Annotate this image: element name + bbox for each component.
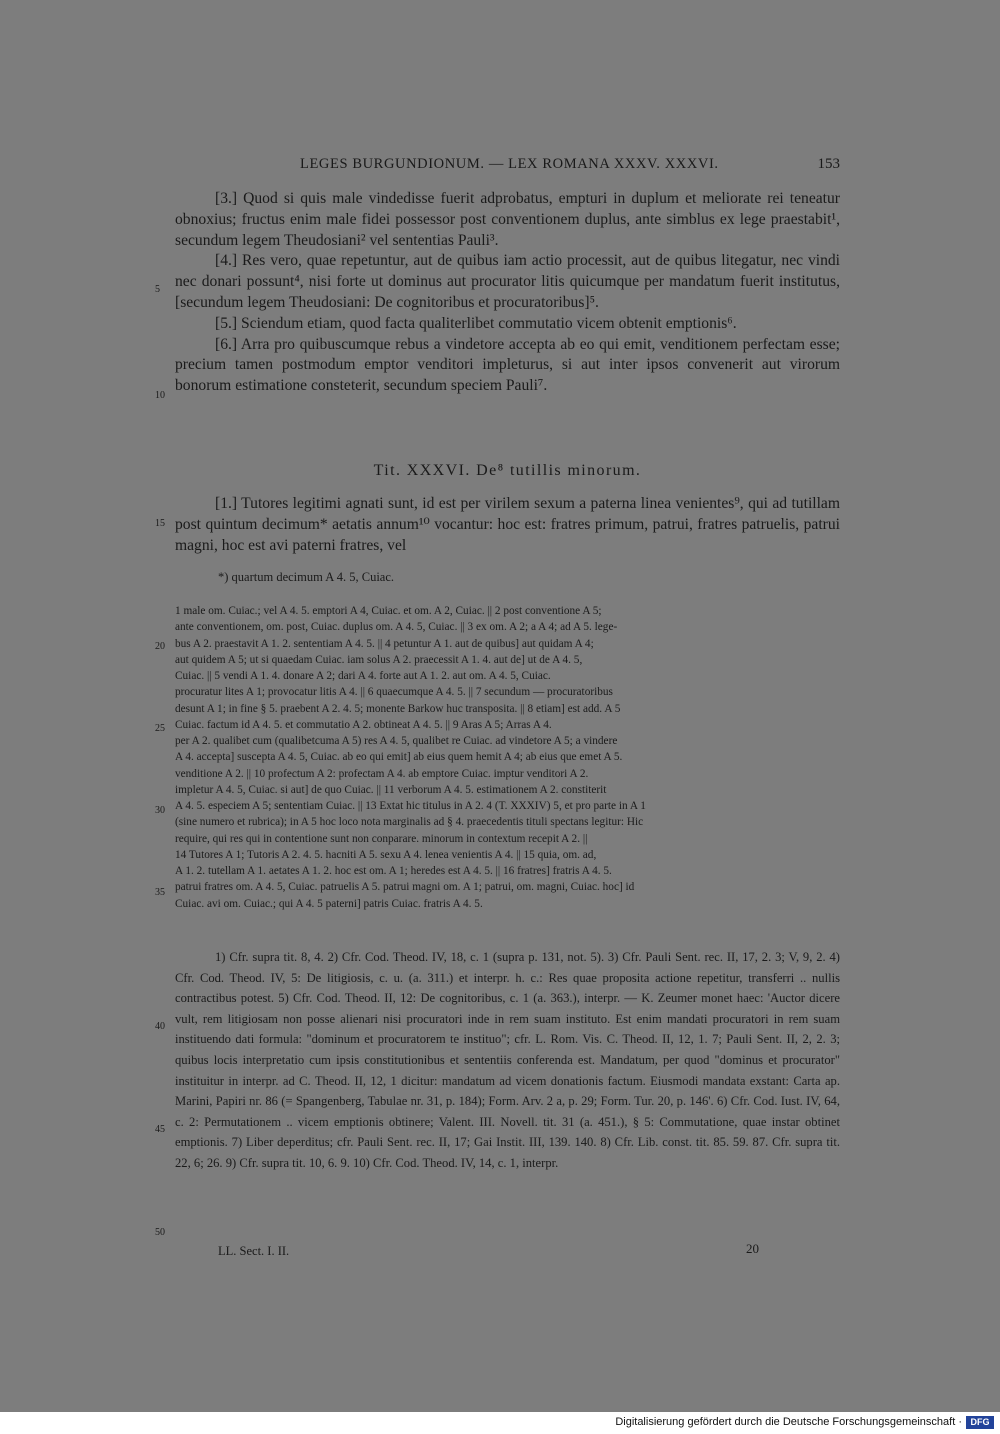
footnotes [175, 947, 840, 1174]
line-number: 40 [155, 1021, 165, 1032]
footnotes-text: 1) Cfr. supra tit. 8, 4. 2) Cfr. Cod. Theod. IV, 18, c. 1 (supra p. 131, not. 5). 3) Cfr. Pauli Sent. rec. II, 17, 2. 3; V, 9, 2. 4) Cfr. Cod. Theod. IV, 5: De litigiosis, c. u. (a. 311.) et interpr. h. c.: Res quae proposita actione repetitur, transferri .. nullis contractibus potest. 5) Cfr. Cod. Theod. II, 12: De cognitoribus, c. 1 (a. 363.), interpr. — K. Zeumer monet haec: 'Auctor dicere vult, rem litigiosam non posse alienari nisi procuratori inde in rem suam instituto. Est enim mandati procuratori in rem suam instituendo dati formula: "dominum et procuratorem te instituo"; cfr. L. Rom. Vis. C. Theod. II, 12, 1. 7; Pauli Sent. II, 2, 2. 3; quibus locis interpretatio cum ipsis constitutionibus et sententiis conferenda est. Mandatum, per quod "dominus et procurator" instituitur in interpr. ad C. Theod. II, 12, 1 dicitur: mandatum ad vicem donationis factum. Eiusmodi mandata exstant: Carta ap. Marini, Papiri nr. 86 (= Spangenberg, Tabulae nr. 31, p. 184); Form. Arv. 2 a, p. 29; Form. Tur. 20, p. 146'. 6) Cfr. Cod. Iust. IV, 64, c. 2: Permutationem .. vicem emptionis obtinere; Valent. III. Novell. tit. 31 (a. 451.), § 5: Commutatione, quae instar obtinet emptionis. 7) Liber deperditus; cfr. Pauli Sent. rec. II, 17; Gai Instit. III, 139. 140. 8) Cfr. Lib. const. tit. 85. 59. 87. Cfr. supra tit. 22, 6; 26. 9) Cfr. supra tit. 10, 6. 9. 10) Cfr. Cod. Theod. IV, 14, c. 1, interpr. [175, 950, 840, 1170]
section-title: Tit. XXXVI. De⁸ tutillis minorum. [373, 462, 642, 479]
paragraph-3: [3.] Quod si quis male vindedisse fuerit adprobatus, empturi in duplum et meliorate rei teneatur obnoxius; fructus enim male fidei possessor post conventionem duplus, ante simblus ex lege praestabit¹, secundum legem Theudosiani² vel sententias Pauli³. [175, 190, 840, 249]
funding-credit: Digitalisierung gefördert durch die Deutsche Forschungsgemeinschaft · [615, 1416, 962, 1428]
crit-line: 14 Tutores A 1; Tutoris A 2. 4. 5. hacniti A 5. sexu A 4. lenea venientis A 4. || 15 quia, om. ad, [175, 848, 597, 861]
crit-line: Cuiac. || 5 vendi A 1. 4. donare A 2; dari A 4. forte aut A 1. 2. aut om. A 4. 5, Cuiac. [175, 670, 551, 682]
running-title: LEGES BURGUNDIONUM. — LEX ROMANA XXXV. XXXVI. [300, 156, 719, 172]
paragraph-tutores: [1.] Tutores legitimi agnati sunt, id est per virilem sexum a paterna linea venientes⁹, qui ad tutillam post quintum decimum* aetatis annum¹⁰ vocantur: hoc est: fratres primum, patrui, fratres patruelis, patrui magni, hoc est avi paterni fratres, vel [175, 495, 840, 554]
critical-apparatus [175, 603, 840, 912]
line-number: 20 [155, 641, 165, 652]
crit-line: venditione A 2. || 10 profectum A 2: profectam A 4. ab emptore Cuiac. imptur venditori A 2. [175, 767, 589, 780]
crit-line: aut quidem A 5; ut si quaedam Cuiac. iam solus A 2. praecessit A 1. 4. aut de] ut de A 4. 5, [175, 653, 583, 666]
crit-line: per A 2. qualibet cum (qualibetcuma A 5) res A 4. 5, qualibet re Cuiac. ad vindetore A 5; a vindere [175, 735, 618, 747]
crit-line: Cuiac. factum id A 4. 5. et commutatio A 2. obtineat A 4. 5. || 9 Aras A 5; Arras A 4. [175, 718, 552, 731]
sheet-number: 20 [746, 1241, 759, 1256]
paragraph-6: [6.] Arra pro quibuscumque rebus a vindetore accepta ab eo qui emit, venditionem perfectam esse; precium tamen postmodum emptor venditori impleturus, si aut inter ipsos convenerit aut virorum bonorum estimatione consteterit, secundum speciem Pauli⁷. [175, 335, 840, 395]
crit-line: ante conventionem, om. post, Cuiac. duplus om. A 4. 5, Cuiac. || 3 ex om. A 2; a A 4; ad A 5. lege- [175, 621, 618, 634]
crit-line: Cuiac. avi om. Cuiac.; qui A 4. 5 paterni] patris Cuiac. fratris A 4. 5. [175, 897, 483, 910]
main-text-block-2 [175, 494, 840, 556]
paragraph-4: [4.] Res vero, quae repetuntur, aut de quibus iam actio processit, aut de quibus litegatur, nec vindi nec donari possunt⁴, nisi forte ut dominus aut procurator litis quicumque per mandatum fuerit institutus, [secundum legem Theudosiani: De cognitoribus et procuratoribus]⁵. [175, 252, 840, 311]
crit-line: A 4. accepta] suscepta A 4. 5, Cuiac. ab eo qui emit] ab eius quem hemit A 4; ab eius que emet A 5. [175, 751, 623, 764]
line-number: 5 [155, 284, 160, 295]
line-number: 45 [155, 1124, 165, 1135]
crit-line: impletur A 4. 5, Cuiac. si aut] de quo Cuiac. || 11 verborum A 4. 5. estimationem A 2. constiterit [175, 783, 607, 796]
star-note: *) quartum decimum A 4. 5, Cuiac. [218, 570, 395, 584]
crit-line: 1 male om. Cuiac.; vel A 4. 5. emptori A 4, Cuiac. et om. A 2, Cuiac. || 2 post conventione A 5; [175, 605, 602, 617]
line-number: 35 [155, 887, 165, 898]
line-number: 50 [155, 1227, 165, 1238]
crit-line: A 4. 5. especiem A 5; sententiam Cuiac. || 13 Extat hic titulus in A 2. 4 (T. XXXIV) 5, et pro parte in A 1 [175, 800, 646, 812]
main-text-block-1 [175, 189, 840, 397]
crit-line: patrui fratres om. A 4. 5, Cuiac. patruelis A 5. patrui magni om. A 1; patrui, om. magni, Cuiac. hoc] id [175, 881, 635, 894]
line-number: 30 [155, 805, 165, 816]
line-number: 10 [155, 390, 165, 401]
line-number: 25 [155, 723, 165, 734]
crit-line: bus A 2. praestavit A 1. 2. sententiam A 4. 5. || 4 petuntur A 1. aut de quibus] aut quidam A 4; [175, 637, 594, 650]
crit-line: A 1. 2. tutellam A 1. aetates A 1. 2. hoc est om. A 1; heredes est A 4. 5. || 16 fratres] fratris A 4. 5. [175, 865, 612, 877]
crit-line: (sine numero et rubrica); in A 5 hoc loco nota marginalis ad § 4. praecedentis tituli spectans legitur: Hic [175, 816, 644, 829]
running-header [175, 156, 840, 178]
footer-bar [0, 1412, 1000, 1434]
paragraph-5: [5.] Sciendum etiam, quod facta qualiterlibet commutatio vicem obtenit emptionis⁶. [215, 314, 737, 332]
crit-line: require, qui res qui in contentione sunt non conparare. minorum in contextum recepit A 2. || [175, 832, 588, 845]
printer-signature: LL. Sect. I. II. [218, 1244, 290, 1258]
crit-line: desunt A 1; in fine § 5. praebent A 2. 4. 5; monente Barkow huc transposita. || 8 etiam] est add. A 5 [175, 702, 621, 715]
page-number: 153 [817, 156, 840, 172]
line-number: 15 [155, 518, 165, 529]
dfg-logo-icon[interactable]: DFG [966, 1416, 994, 1429]
crit-line: procuratur lites A 1; provocatur litis A 4. || 6 quaecumque A 4. 5. || 7 secundum — procuratoribus [175, 686, 613, 699]
